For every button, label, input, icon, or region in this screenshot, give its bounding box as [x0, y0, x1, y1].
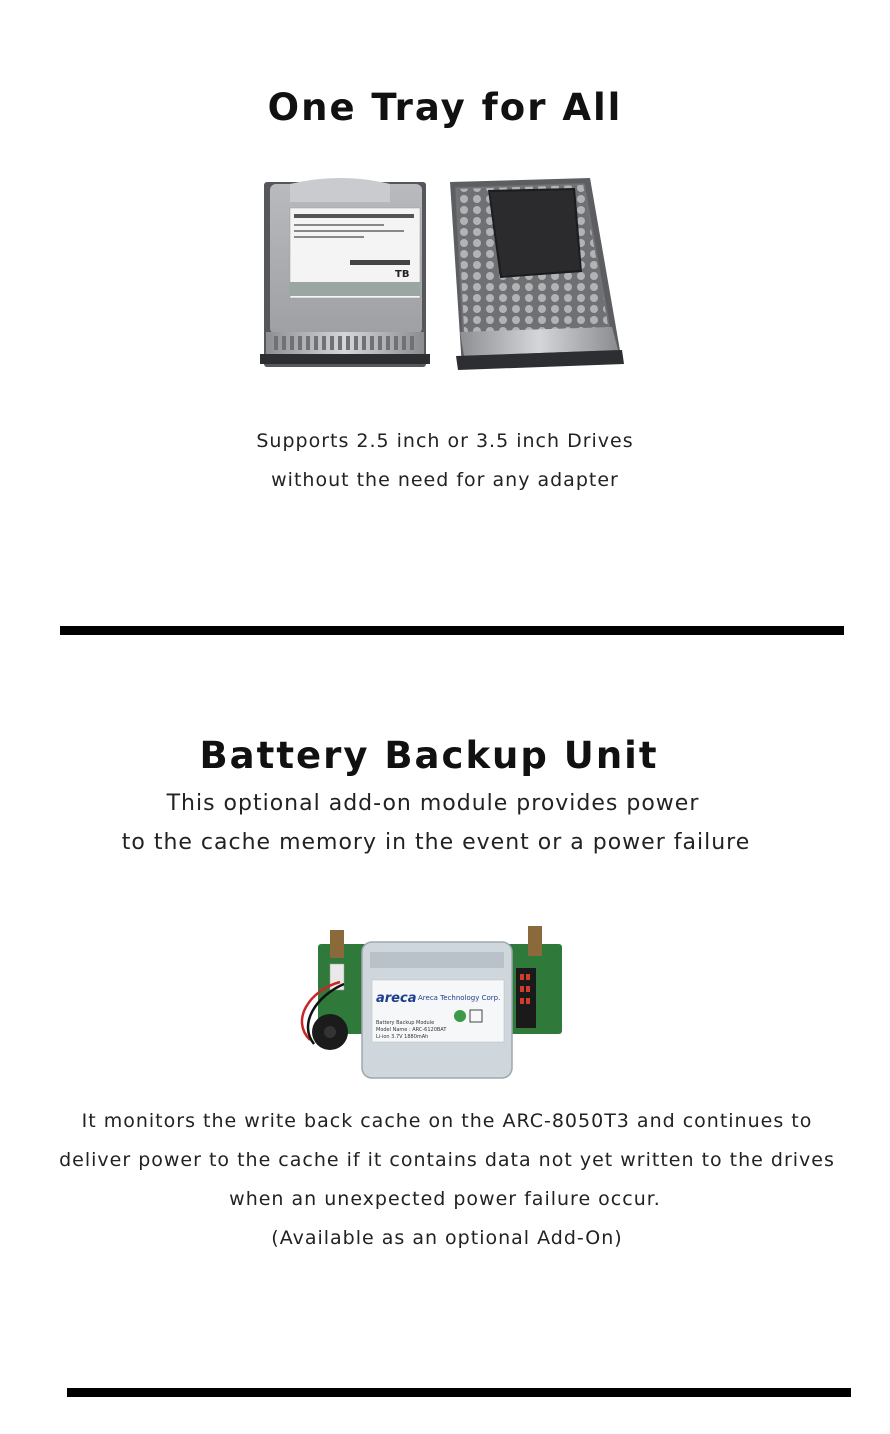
battery-module-illustration: [290, 920, 570, 1085]
drive-tray-photo: [250, 172, 640, 382]
battery-description-line-1: It monitors the write back cache on the ARC-8050T3 and continues to: [81, 1110, 813, 1132]
battery-section-title: Battery Backup Unit: [199, 734, 659, 777]
battery-module-photo: [290, 920, 570, 1085]
tray-description-line-2: without the need for any adapter: [271, 469, 619, 491]
battery-description-line-3: when an unexpected power failure occur.: [229, 1188, 661, 1210]
tray-description-line-1: Supports 2.5 inch or 3.5 inch Drives: [256, 430, 634, 452]
drive-capacity-label: TB: [395, 269, 410, 280]
section-divider-1: [60, 626, 844, 635]
section-divider-2: [67, 1388, 851, 1397]
battery-description-line-2: deliver power to the cache if it contains data not yet written to the drives: [59, 1149, 835, 1171]
tray-with-hdd: [260, 178, 430, 367]
battery-label-line-2: Model Name : ARC-6120BAT: [376, 1027, 447, 1033]
drive-tray-illustration: [250, 172, 640, 382]
battery-label-line-3: Li-ion 3.7V 1880mAh: [376, 1034, 429, 1040]
battery-subtitle-line-2: to the cache memory in the event or a power failure: [121, 830, 751, 855]
battery-brand-label: areca: [376, 991, 417, 1006]
battery-label-line-1: Battery Backup Module: [376, 1020, 435, 1026]
battery-description-line-4: (Available as an optional Add-On): [271, 1227, 623, 1249]
battery-company-label: Areca Technology Corp.: [418, 994, 501, 1002]
tray-section-title: One Tray for All: [267, 86, 623, 129]
battery-subtitle-line-1: This optional add-on module provides power: [166, 791, 700, 816]
tray-with-ssd: [450, 178, 624, 370]
